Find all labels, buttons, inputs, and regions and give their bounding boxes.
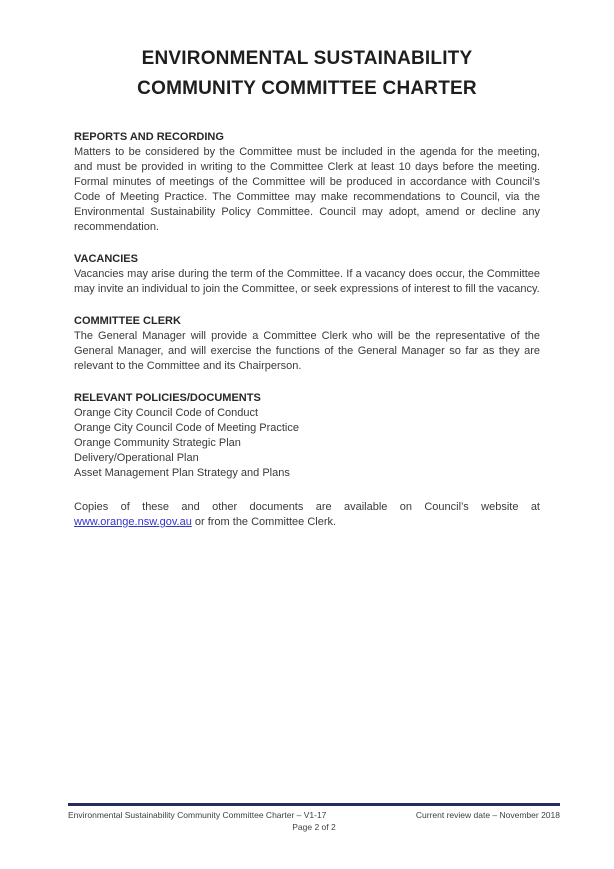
section-heading: REPORTS AND RECORDING: [74, 131, 224, 143]
list-item: Asset Management Plan Strategy and Plans: [74, 467, 290, 479]
list-item: Orange City Council Code of Meeting Practice: [74, 422, 299, 434]
list-item: Delivery/Operational Plan: [74, 452, 199, 464]
policies-list: [74, 406, 540, 481]
section-heading: VACANCIES: [74, 253, 138, 265]
document-body: [74, 130, 540, 530]
list-item: Orange City Council Code of Conduct: [74, 407, 259, 419]
section-heading: COMMITTEE CLERK: [74, 315, 181, 327]
section-committee-clerk: [74, 314, 540, 374]
section-paragraph: Matters to be considered by the Committee must be included in the agenda for the meeting, and must be provided in writing to the Committee Clerk at least 10 days before the meeting. Formal minutes of meetings of the Committee will be produced in accordance with Council’s Code of Meeting Practice. The Committee may make recommendations to Council, via the Environmental Sustainability Policy Committee. Council may adopt, amend or decline any recommendation.: [74, 146, 540, 233]
closing-text-after-link: or from the Committee Clerk.: [191, 516, 337, 528]
section-heading: RELEVANT POLICIES/DOCUMENTS: [74, 392, 261, 404]
section-vacancies: [74, 252, 540, 297]
document-title-line2: COMMUNITY COMMITTEE CHARTER: [137, 78, 477, 99]
footer-page-number: Page 2 of 2: [292, 822, 336, 832]
closing-paragraph: [74, 500, 540, 530]
footer-document-version: Environmental Sustainability Community Committee Charter – V1-17: [68, 810, 327, 820]
section-paragraph: The General Manager will provide a Committee Clerk who will be the representative of the General Manager, and will exercise the functions of the General Manager so far as they are relevant to the Committee and its Chairperson.: [74, 330, 540, 372]
document-title-line1: ENVIRONMENTAL SUSTAINABILITY: [141, 48, 473, 69]
footer-row: [68, 810, 560, 821]
page-footer: [68, 803, 560, 833]
footer-review-date: Current review date – November 2018: [415, 810, 560, 820]
document-title: [0, 0, 614, 104]
section-relevant-policies: [74, 391, 540, 481]
website-link[interactable]: www.orange.nsw.gov.au: [74, 516, 192, 528]
section-reports-and-recording: [74, 130, 540, 235]
closing-text-before-link: Copies of these and other documents are available on Council’s website at: [74, 501, 540, 513]
section-paragraph: Vacancies may arise during the term of the Committee. If a vacancy does occur, the Committee may invite an individual to join the Committee, or seek expressions of interest to fill the vacancy.: [74, 268, 540, 295]
list-item: Orange Community Strategic Plan: [74, 437, 241, 449]
